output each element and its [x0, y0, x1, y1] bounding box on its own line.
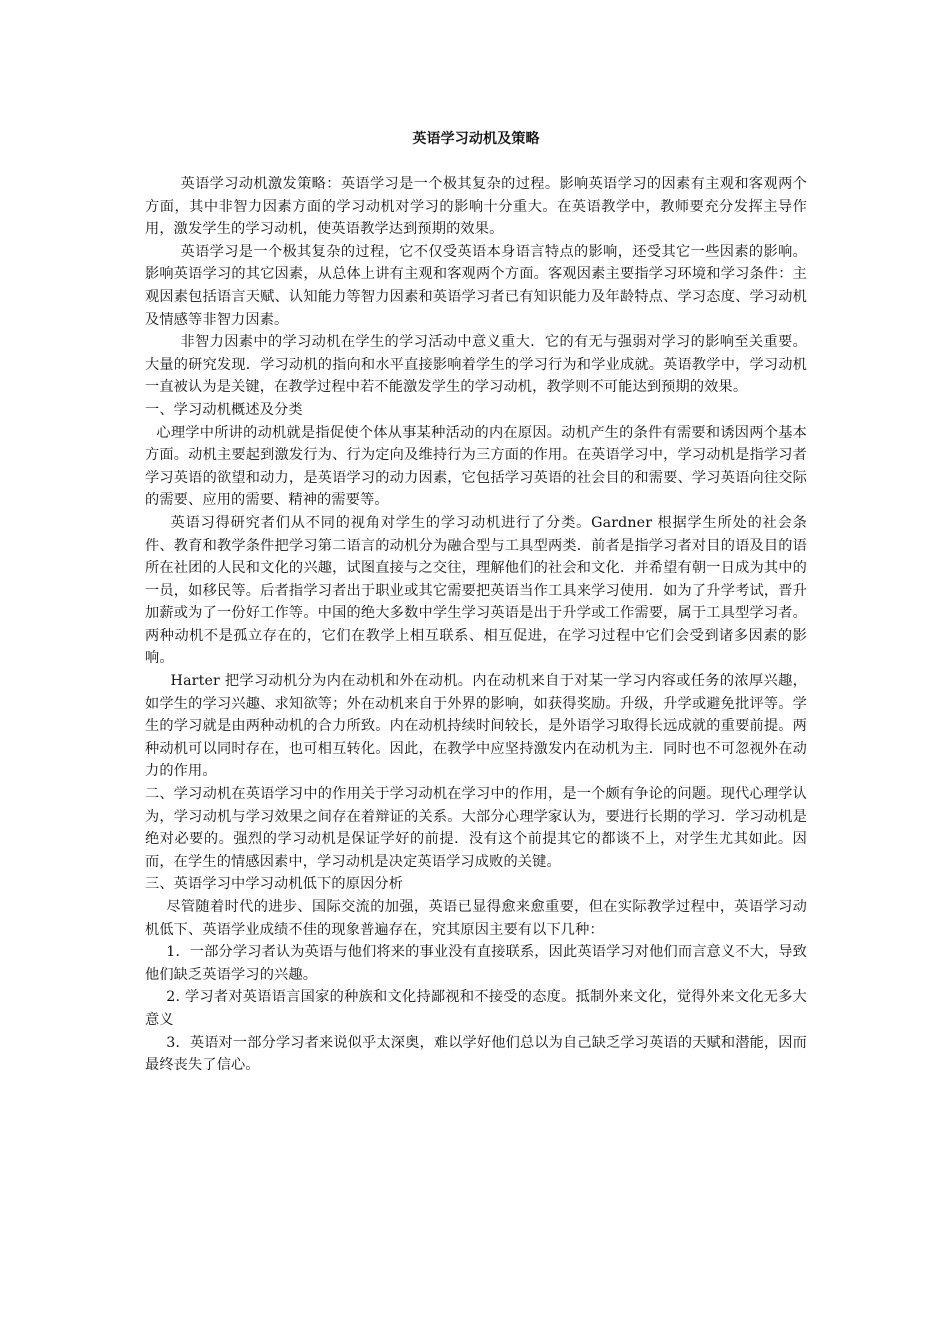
- paragraph-causes-intro: 尽管随着时代的进步、国际交流的加强，英语已显得愈来愈重要，但在实际教学过程中，英语学习动机低下、英语学业成绩不佳的现象普遍存在，究其原因主要有以下几种：: [145, 899, 807, 938]
- paragraph-nonintellectual: 非智力因素中的学习动机在学生的学习活动中意义重大．它的有无与强弱对学习的影响至关重要。大量的研究发现．学习动机的指向和水平直接影响着学生的学习行为和学业成就。英语教学中，学习动机一直被认为是关键，在教学过程中若不能激发学生的学习动机，教学则不可能达到预期的效果。: [145, 334, 807, 396]
- list-item-cause-2: 2. 学习者对英语语言国家的种族和文化持鄙视和不接受的态度。抵制外来文化，觉得外来文化无多大意义: [145, 989, 807, 1028]
- document-title: 英语学习动机及策略: [412, 131, 540, 147]
- paragraph-gardner: 英语习得研究者们从不同的视角对学生的学习动机进行了分类。Gardner 根据学生所处的社会条件、教育和教学条件把学习第二语言的动机分为融合型与工具型两类．前者是指学习者对目的语及目的语所在社团的人民和文化的兴趣，试图直接与之交往，理解他们的社会和文化．并希望有朝一日成为其中的一员，如移民等。后者指学习者出于职业或其它需要把英语当作工具来学习使用．如为了升学考试，晋升加薪或为了一份好工作等。中国的绝大多数中学生学习英语是出于升学或工作需要，属于工具型学习者。两种动机不是孤立存在的，它们在教学上相互联系、相互促进，在学习过程中它们会受到诸多因素的影响。: [145, 514, 807, 667]
- section-heading-3: 三、英语学习中学习动机低下的原因分析: [145, 876, 404, 893]
- paragraph-factors: 英语学习是一个极其复杂的过程，它不仅受英语本身语言特点的影响，还受其它一些因素的影响。影响英语学习的其它因素，从总体上讲有主观和客观两个方面。客观因素主要指学习环境和学习条件：主观因素包括语言天赋、认知能力等智力因素和英语学习者已有知识能力及年龄特点、学习态度、学习动机及情感等非智力因素。: [145, 243, 807, 328]
- paragraph-motivation-definition: 心理学中所讲的动机就是指促使个体从事某种活动的内在原因。动机产生的条件有需要和诱因两个基本方面。动机主要起到激发行为、行为定向及维持行为三方面的作用。在英语学习中，学习动机是指学习者学习英语的欲望和动力，是英语学习的动力因素，它包括学习英语的社会目的和需要、学习英语向往交际的需要、应用的需要、精神的需要等。: [145, 424, 807, 509]
- section-heading-1: 一、学习动机概述及分类: [145, 401, 303, 418]
- list-item-cause-1: 1．一部分学习者认为英语与他们将来的事业没有直接联系，因此英语学习对他们而言意义不大，导致他们缺乏英语学习的兴趣。: [145, 944, 807, 983]
- section-heading-2: 二、学习动机在英语学习中的作用关于学习动机在学习中的作用，是一个颇有争论的问题。现代心理学认为，学习动机与学习效果之间存在着辩证的关系。大部分心理学家认为，要进行长期的学习．学习动机是绝对必要的。强烈的学习动机是保证学好的前提．没有这个前提其它的都谈不上，对学生尤其如此。因而，在学生的情感因素中，学习动机是决定英语学习成败的关键。: [145, 786, 807, 870]
- document-page: [145, 128, 807, 1077]
- paragraph-intro: 英语学习动机激发策略：英语学习是一个极其复杂的过程。影响英语学习的因素有主观和客观两个方面，其中非智力因素方面的学习动机对学习的影响十分重大。在英语教学中，教师要充分发挥主导作用，激发学生的学习动机，使英语教学达到预期的效果。: [145, 176, 807, 238]
- list-item-cause-3: 3．英语对一部分学习者来说似乎太深奥，难以学好他们总以为自己缺乏学习英语的天赋和潜能，因而最终丧失了信心。: [145, 1034, 807, 1074]
- paragraph-harter: Harter 把学习动机分为内在动机和外在动机。内在动机来自于对某一学习内容或任务的浓厚兴趣，如学生的学习兴趣、求知欲等；外在动机来自于外界的影响，如获得奖励。升级，升学或避免批评等。学生的学习就是由两种动机的合力所致。内在动机持续时间较长，是外语学习取得长远成就的重要前提。两种动机可以同时存在，也可相互转化。因此，在教学中应坚持激发内在动机为主．同时也不可忽视外在动力的作用。: [145, 673, 807, 780]
